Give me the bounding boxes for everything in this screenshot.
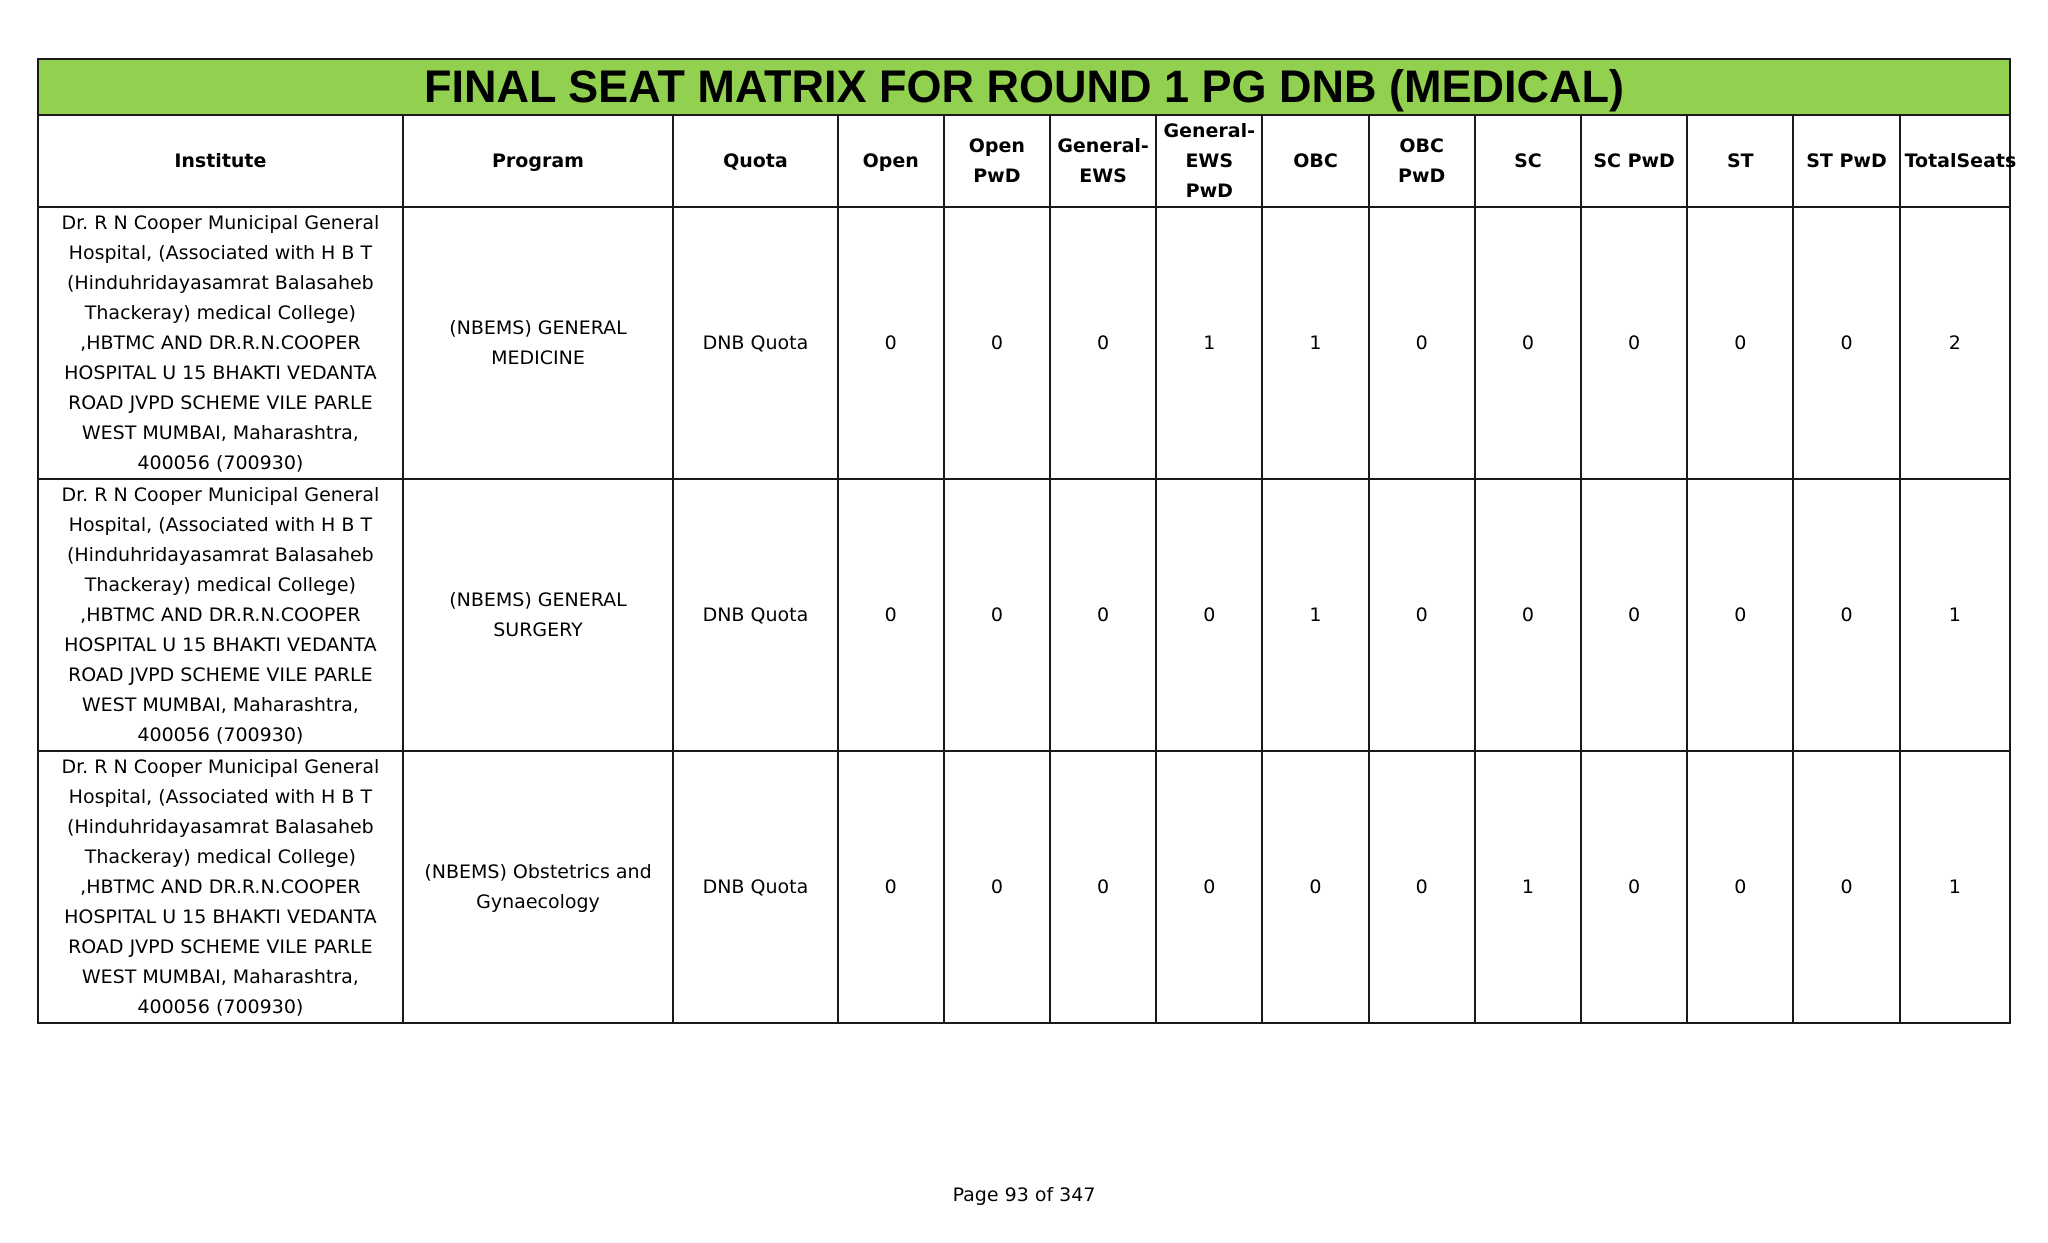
col-header-sc-pwd: SC PwD (1581, 115, 1687, 207)
page-title: FINAL SEAT MATRIX FOR ROUND 1 PG DNB (MEDICAL) (38, 59, 2010, 115)
col-header-st-pwd: ST PwD (1793, 115, 1899, 207)
total-seats-cell: 2 (1900, 207, 2010, 479)
sc-cell: 0 (1475, 479, 1581, 751)
title-row (38, 59, 2010, 115)
col-header-obc: OBC (1262, 115, 1368, 207)
institute-cell: Dr. R N Cooper Municipal General Hospital, (Associated with H B T (Hinduhridayasamrat Balasaheb Thackeray) medical College) ,HBTMC AND DR.R.N.COOPER HOSPITAL U 15 BHAKTI VEDANTA ROAD JVPD SCHEME VILE PARLE WEST MUMBAI, Maharashtra, 400056 (700930) (38, 479, 403, 751)
st-pwd-cell: 0 (1793, 207, 1899, 479)
obc-pwd-cell: 0 (1369, 751, 1475, 1023)
open-cell: 0 (838, 751, 944, 1023)
obc-cell: 1 (1262, 207, 1368, 479)
st-cell: 0 (1687, 751, 1793, 1023)
col-header-open-pwd: Open PwD (944, 115, 1050, 207)
obc-pwd-cell: 0 (1369, 479, 1475, 751)
program-cell: (NBEMS) Obstetrics and Gynaecology (403, 751, 674, 1023)
sc-pwd-cell: 0 (1581, 479, 1687, 751)
institute-cell: Dr. R N Cooper Municipal General Hospital, (Associated with H B T (Hinduhridayasamrat Balasaheb Thackeray) medical College) ,HBTMC AND DR.R.N.COOPER HOSPITAL U 15 BHAKTI VEDANTA ROAD JVPD SCHEME VILE PARLE WEST MUMBAI, Maharashtra, 400056 (700930) (38, 751, 403, 1023)
col-header-open: Open (838, 115, 944, 207)
total-seats-cell: 1 (1900, 751, 2010, 1023)
table-row (38, 207, 2010, 479)
header-row (38, 115, 2010, 207)
table-row (38, 751, 2010, 1023)
sc-pwd-cell: 0 (1581, 751, 1687, 1023)
seat-matrix-table (37, 58, 2017, 1024)
col-header-st: ST (1687, 115, 1793, 207)
general-ews-cell: 0 (1050, 207, 1156, 479)
open-pwd-cell: 0 (944, 479, 1050, 751)
program-cell: (NBEMS) GENERAL SURGERY (403, 479, 674, 751)
obc-cell: 0 (1262, 751, 1368, 1023)
st-pwd-cell: 0 (1793, 479, 1899, 751)
general-ews-cell: 0 (1050, 751, 1156, 1023)
open-pwd-cell: 0 (944, 751, 1050, 1023)
program-cell: (NBEMS) GENERAL MEDICINE (403, 207, 674, 479)
table-row (38, 479, 2010, 751)
col-header-general-ews: General-EWS (1050, 115, 1156, 207)
st-cell: 0 (1687, 207, 1793, 479)
col-header-quota: Quota (673, 115, 837, 207)
quota-cell: DNB Quota (673, 207, 837, 479)
st-cell: 0 (1687, 479, 1793, 751)
obc-cell: 1 (1262, 479, 1368, 751)
sc-cell: 0 (1475, 207, 1581, 479)
col-header-sc: SC (1475, 115, 1581, 207)
general-ews-pwd-cell: 0 (1156, 751, 1262, 1023)
col-header-general-ews-pwd: General-EWS PwD (1156, 115, 1262, 207)
open-cell: 0 (838, 479, 944, 751)
sc-cell: 1 (1475, 751, 1581, 1023)
total-seats-cell: 1 (1900, 479, 2010, 751)
open-cell: 0 (838, 207, 944, 479)
quota-cell: DNB Quota (673, 751, 837, 1023)
quota-cell: DNB Quota (673, 479, 837, 751)
institute-cell: Dr. R N Cooper Municipal General Hospital, (Associated with H B T (Hinduhridayasamrat Balasaheb Thackeray) medical College) ,HBTMC AND DR.R.N.COOPER HOSPITAL U 15 BHAKTI VEDANTA ROAD JVPD SCHEME VILE PARLE WEST MUMBAI, Maharashtra, 400056 (700930) (38, 207, 403, 479)
page-number: Page 93 of 347 (952, 1184, 1096, 1206)
col-header-institute: Institute (38, 115, 403, 207)
general-ews-pwd-cell: 0 (1156, 479, 1262, 751)
sc-pwd-cell: 0 (1581, 207, 1687, 479)
open-pwd-cell: 0 (944, 207, 1050, 479)
general-ews-pwd-cell: 1 (1156, 207, 1262, 479)
st-pwd-cell: 0 (1793, 751, 1899, 1023)
general-ews-cell: 0 (1050, 479, 1156, 751)
col-header-program: Program (403, 115, 674, 207)
col-header-total-seats: TotalSeats (1900, 115, 2010, 207)
col-header-obc-pwd: OBC PwD (1369, 115, 1475, 207)
obc-pwd-cell: 0 (1369, 207, 1475, 479)
